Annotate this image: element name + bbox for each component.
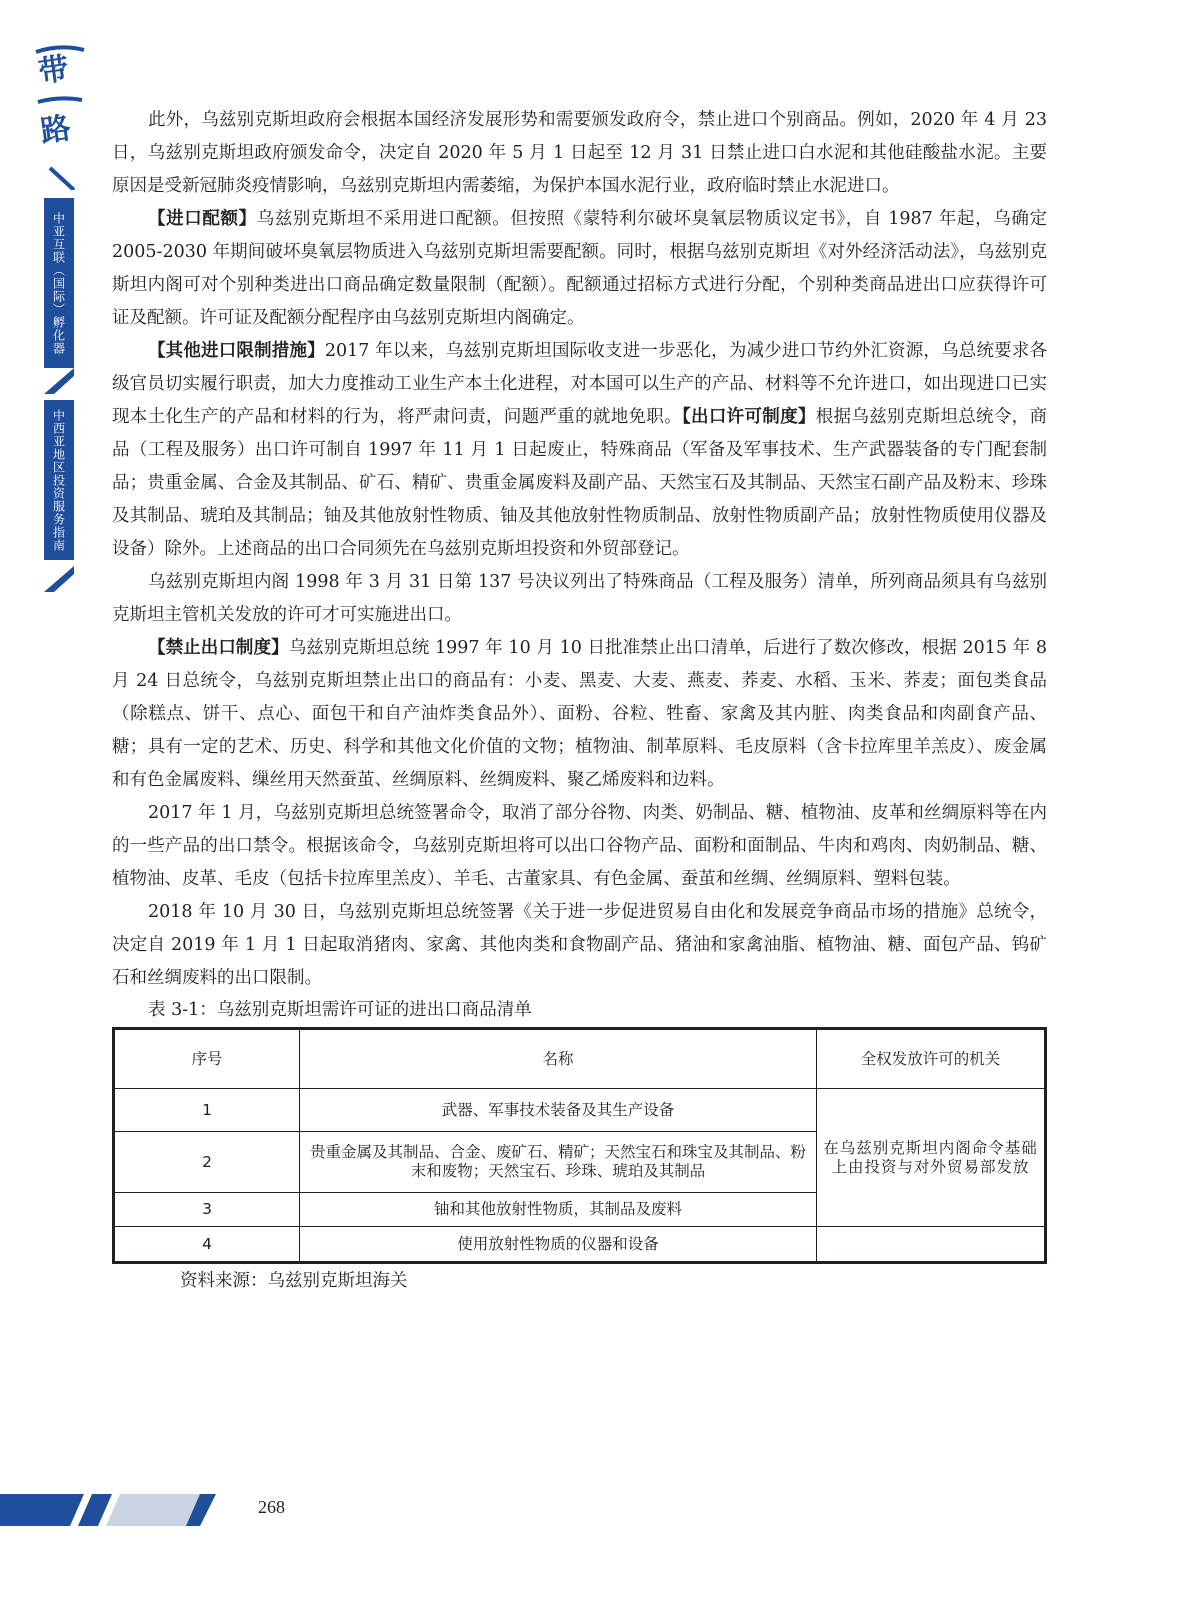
sidebar-band-incubator: 中亚互联（国际）孵化器 xyxy=(44,198,74,368)
paragraph-text: 根据乌兹别克斯坦总统令，商品（工程及服务）出口许可制自 1997 年 11 月 1 日起废止，特殊商品（军备及军事技术、生产武器装备的专门配套制品；贵重金属、合金及其制品、矿石、精矿、贵重金属废料及副产品、天然宝石及其制品、天然宝石副产品及粉末、珍珠及其制品、琥珀及其制品；铀及其他放射性物质、铀及其他放射性物质制品、放射性物质副产品；放射性物质使用仪器及设备）除外。上述商品的出口合同须先在乌兹别克斯坦投资和外贸部登记。 xyxy=(112,407,1047,559)
sidebar-slash-decoration xyxy=(40,562,74,592)
paragraph-text: 2018 年 10 月 30 日，乌兹别克斯坦总统签署《关于进一步促进贸易自由化和发展竞争商品市场的措施》总统令，决定自 2019 年 1 月 1 日起取消猪肉、家禽、其他肉类和食物副产品、猪油和家禽油脂、植物油、糖、面包产品、钨矿石和丝绸废料的出口限制。 xyxy=(112,902,1047,988)
paragraph-export-ban xyxy=(112,632,1047,797)
section-heading: 【其他进口限制措施】 xyxy=(148,341,325,361)
paragraph-text: 2017 年以来，乌兹别克斯坦国际收支进一步恶化，为减少进口节约外汇资源，乌总统要求各级官员切实履行职责，加大力度推动工业生产本土化进程，对本国可以生产的产品、材料等不允许进口，如出现进口已实现本土化生产的产品和材料的行为，将严肃问责，问题严重的就地免职。 xyxy=(112,341,1047,427)
section-heading: 【出口许可制度】 xyxy=(682,407,816,427)
paragraph-import-ban xyxy=(112,104,1047,203)
svg-text:带: 带 xyxy=(36,51,71,91)
sidebar-band-guide: 中西亚地区投资服务指南 xyxy=(44,400,74,560)
cell-name: 贵重金属及其制品、合金、废矿石、精矿；天然宝石和珠宝及其制品、粉末和废物；天然宝石、珍珠、琥珀及其制品 xyxy=(300,1132,817,1193)
cell-name: 使用放射性物质的仪器和设备 xyxy=(300,1227,817,1263)
column-header-name: 名称 xyxy=(300,1029,817,1089)
table-row xyxy=(114,1089,1046,1132)
page-number: 268 xyxy=(258,1497,285,1517)
belt-road-logo xyxy=(30,40,88,190)
paragraph-2018-decree xyxy=(112,896,1047,995)
section-heading: 【进口配额】 xyxy=(148,209,257,229)
sidebar-slash-decoration xyxy=(40,364,74,394)
paragraph-text: 乌兹别克斯坦内阁 1998 年 3 月 31 日第 137 号决议列出了特殊商品（工程及服务）清单，所列商品须具有乌兹别克斯坦主管机关发放的许可才可实施进出口。 xyxy=(112,572,1047,625)
paragraph-special-goods xyxy=(112,566,1047,632)
license-goods-table xyxy=(112,1027,1047,1264)
paragraph-text: 乌兹别克斯坦不采用进口配额。但按照《蒙特利尔破坏臭氧层物质议定书》，自 1987 年起，乌确定 2005-2030 年期间破坏臭氧层物质进入乌兹别克斯坦需要配额。同时，根据乌兹别克斯坦《对外经济活动法》，乌兹别克斯坦内阁可对个别种类进出口商品确定数量限制（配额）。配额通过招标方式进行分配，个别种类商品进出口应获得许可证及配额。许可证及配额分配程序由乌兹别克斯坦内阁确定。 xyxy=(112,209,1047,328)
column-header-number: 序号 xyxy=(114,1029,300,1089)
cell-number: 2 xyxy=(114,1132,300,1193)
table-row xyxy=(114,1227,1046,1263)
cell-number: 4 xyxy=(114,1227,300,1263)
paragraph-text: 乌兹别克斯坦总统 1997 年 10 月 10 日批准禁止出口清单，后进行了数次修改，根据 2015 年 8 月 24 日总统令，乌兹别克斯坦禁止出口的商品有：小麦、黑麦、大麦、燕麦、荞麦、水稻、玉米、荞麦；面包类食品（除糕点、饼干、点心、面包干和自产油炸类食品外）、面粉、谷粒、牲畜、家禽及其内脏、肉类食品和肉副食产品、糖；具有一定的艺术、历史、科学和其他文化价值的文物；植物油、制革原料、毛皮原料（含卡拉库里羊羔皮）、废金属和有色金属废料、缫丝用天然蚕茧、丝绸原料、丝绸废料、聚乙烯废料和边料。 xyxy=(112,638,1047,790)
cell-number: 1 xyxy=(114,1089,300,1132)
table-header-row xyxy=(114,1029,1046,1089)
cell-authority: 在乌兹别克斯坦内阁命令基础上由投资与对外贸易部发放 xyxy=(817,1089,1046,1227)
cell-name: 武器、军事技术装备及其生产设备 xyxy=(300,1089,817,1132)
page-body xyxy=(112,104,1047,1298)
footer-stripes-decoration xyxy=(0,1490,230,1530)
svg-text:路: 路 xyxy=(38,110,73,150)
section-heading: 【禁止出口制度】 xyxy=(148,638,289,658)
paragraph-other-import-limits xyxy=(112,335,1047,566)
table-source: 资料来源：乌兹别克斯坦海关 xyxy=(180,1271,408,1291)
paragraph-text: 2017 年 1 月，乌兹别克斯坦总统签署命令，取消了部分谷物、肉类、奶制品、糖、植物油、皮革和丝绸原料等在内的一些产品的出口禁令。根据该命令，乌兹别克斯坦将可以出口谷物产品、面粉和面制品、牛肉和鸡肉、肉奶制品、糖、植物油、皮革、毛皮（包括卡拉库里羔皮）、羊毛、古董家具、有色金属、蚕茧和丝绸、丝绸原料、塑料包装。 xyxy=(112,803,1047,889)
cell-number: 3 xyxy=(114,1193,300,1227)
paragraph-import-quota xyxy=(112,203,1047,335)
paragraph-text: 此外，乌兹别克斯坦政府会根据本国经济发展形势和需要颁发政府令，禁止进口个别商品。例如，2020 年 4 月 23 日，乌兹别克斯坦政府颁发命令，决定自 2020 年 5 月 1 日起至 12 月 31 日禁止进口白水泥和其他硅酸盐水泥。主要原因是受新冠肺炎疫情影响，乌兹别克斯坦内需萎缩，为保护本国水泥行业，政府临时禁止水泥进口。 xyxy=(112,110,1047,196)
cell-authority-empty xyxy=(817,1227,1046,1263)
paragraph-2017-lift xyxy=(112,797,1047,896)
cell-name: 铀和其他放射性物质，其制品及废料 xyxy=(300,1193,817,1227)
column-header-authority: 全权发放许可的机关 xyxy=(817,1029,1046,1089)
table-caption: 表 3-1：乌兹别克斯坦需许可证的进出口商品清单 xyxy=(148,1000,532,1020)
